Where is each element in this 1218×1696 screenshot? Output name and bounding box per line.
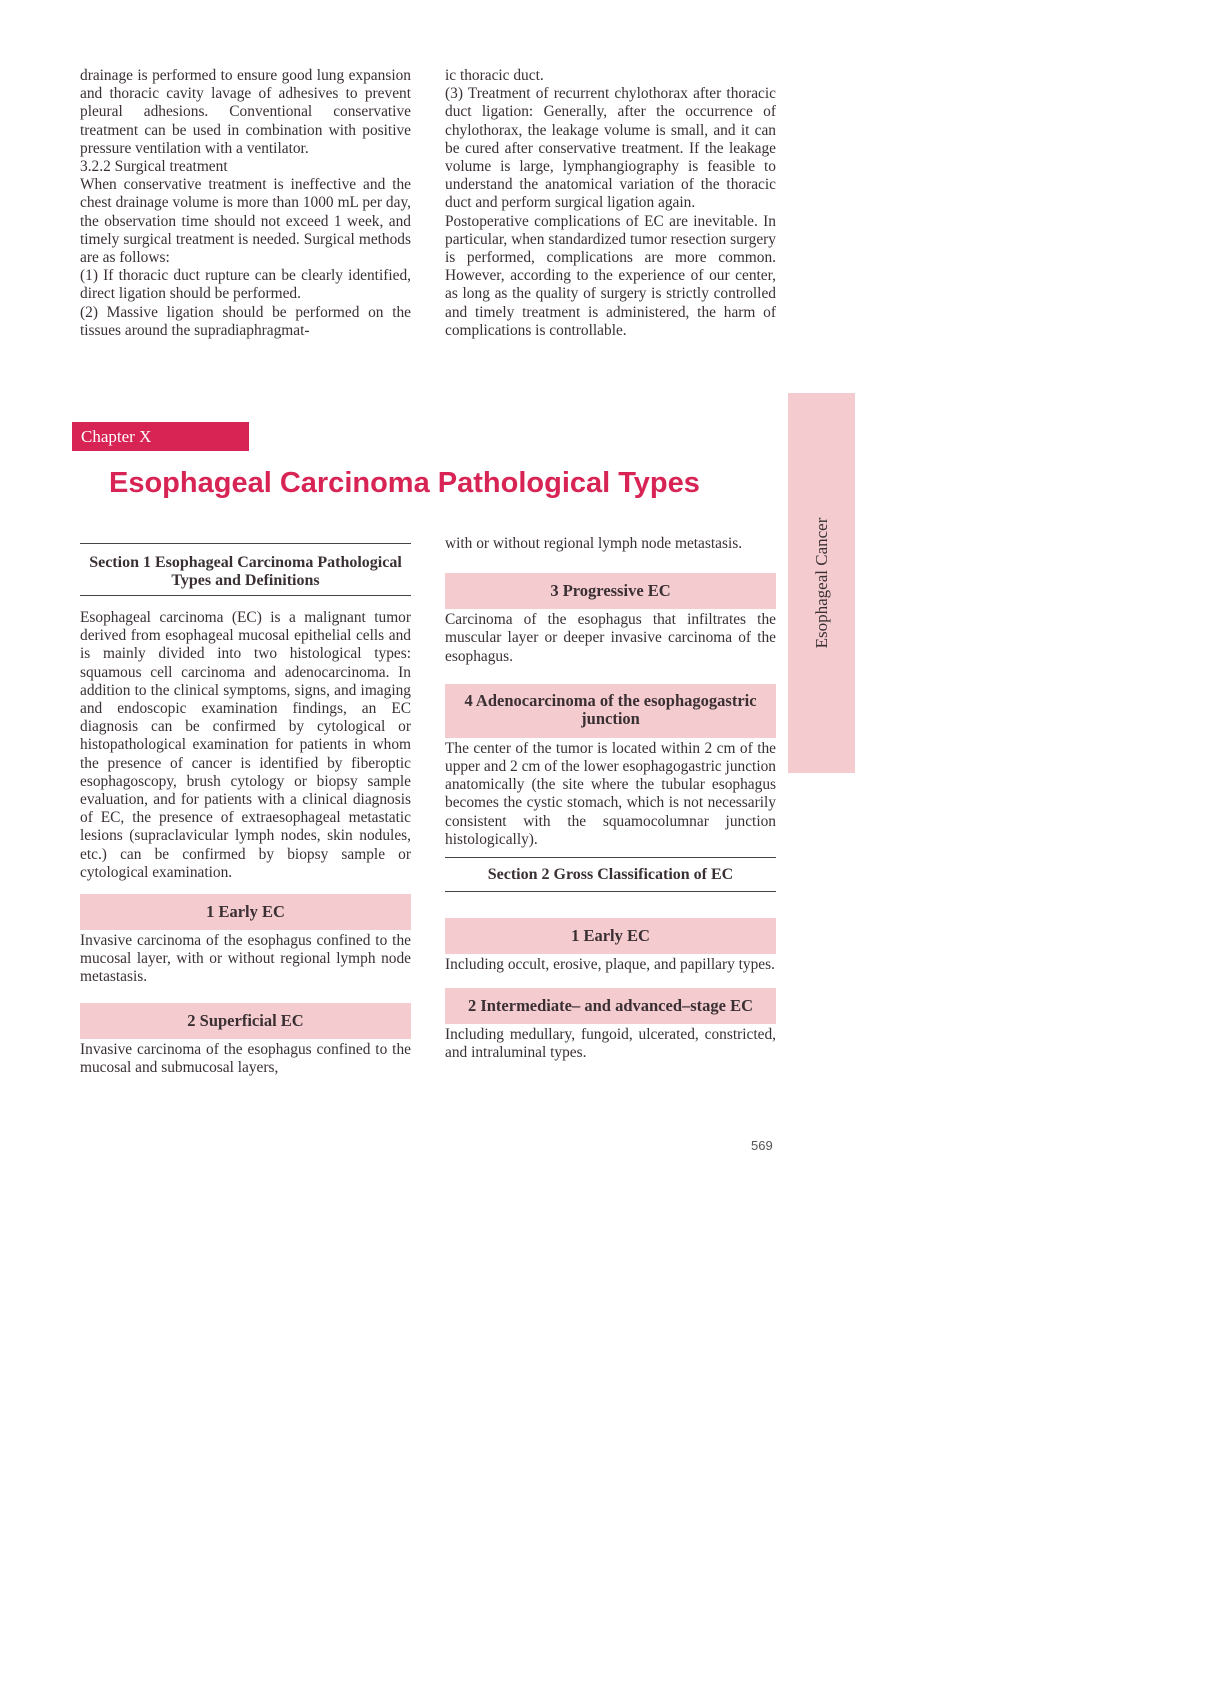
paragraph: When conservative treatment is ineffective and the chest drainage volume is more than 1000 mL per day, the observation time should not exceed 1 week, and timely surgical treatment is needed. Surgical methods are as follows:	[80, 176, 411, 267]
gross-early-ec-heading: 1 Early EC	[445, 918, 776, 954]
superficial-ec-heading: 2 Superficial EC	[80, 1003, 411, 1039]
side-tab	[788, 393, 855, 773]
early-ec-heading: 1 Early EC	[80, 894, 411, 930]
paragraph: (3) Treatment of recurrent chylothorax after thoracic duct ligation: Generally, after the occurrence of chylothorax, the leakage volume is small, and it can be cured after conservative treatment. If the leakage volume is large, lymphangiography is feasible to understand the anatomical variation of the thoracic duct and perform surgical ligation again.	[445, 85, 776, 212]
gross-advanced-ec-text: Including medullary, fungoid, ulcerated, constricted, and intraluminal types.	[445, 1026, 776, 1062]
paragraph: (1) If thoracic duct rupture can be clearly identified, direct ligation should be performed.	[80, 267, 411, 303]
progressive-ec-text: Carcinoma of the esophagus that infiltrates the muscular layer or deeper invasive carcinoma of the esophagus.	[445, 611, 776, 665]
section-1-heading: Section 1 Esophageal Carcinoma Pathological Types and Definitions	[80, 543, 411, 596]
paragraph: Postoperative complications of EC are inevitable. In particular, when standardized tumor resection surgery is performed, complications are more common. However, according to the experience of our center, as long as the quality of surgery is strictly controlled and timely treatment is administered, the harm of complications is controllable.	[445, 212, 776, 339]
paragraph: drainage is performed to ensure good lung expansion and thoracic cavity lavage of adhesives to prevent pleural adhesions. Conventional conservative treatment can be used in combination with positive pressure ventilation with a ventilator.	[80, 67, 411, 157]
top-left-column	[80, 67, 411, 340]
lower-right-column	[445, 535, 776, 1063]
progressive-ec-heading: 3 Progressive EC	[445, 573, 776, 609]
chapter-title: Esophageal Carcinoma Pathological Types	[109, 467, 700, 499]
superficial-ec-text: Invasive carcinoma of the esophagus confined to the mucosal and submucosal layers,	[80, 1040, 411, 1076]
subsection-heading: 3.2.2 Surgical treatment	[80, 158, 228, 176]
page-number: 569	[751, 1138, 773, 1153]
paragraph: (2) Massive ligation should be performed on the tissues around the supradiaphragmat-	[80, 303, 411, 339]
gross-advanced-ec-heading: 2 Intermediate– and advanced–stage EC	[445, 988, 776, 1024]
early-ec-text: Invasive carcinoma of the esophagus confined to the mucosal layer, with or without regional lymph node metastasis.	[80, 932, 411, 986]
superficial-ec-text-continued: with or without regional lymph node metastasis.	[445, 535, 743, 552]
adenocarcinoma-text: The center of the tumor is located within 2 cm of the upper and 2 cm of the lower esophagogastric junction anatomically (the site where the tubular esophagus becomes the cystic stomach, which is not necessarily consistent with the squamocolumnar junction histologically).	[445, 739, 776, 848]
paragraph: ic thoracic duct.	[445, 67, 544, 84]
adenocarcinoma-heading: 4 Adenocarcinoma of the esophagogastric junction	[445, 684, 776, 738]
section-2-heading: Section 2 Gross Classification of EC	[445, 857, 776, 892]
section-1-intro: Esophageal carcinoma (EC) is a malignant tumor derived from esophageal mucosal epithelial cells and is mainly divided into two histological types: squamous cell carcinoma and adenocarcinoma. In addition to the clinical symptoms, signs, and imaging and endoscopic examination findings, an EC diagnosis can be confirmed by cytological or histopathological examination for patients in whom the presence of cancer is identified by fiberoptic esophagoscopy, brush cytology or biopsy sample evaluation, and for patients with a clinical diagnosis of EC, the presence of extraesophageal metastatic lesions (supraclavicular lymph nodes, skin nodules, etc.) can be confirmed by biopsy sample or cytological examination.	[80, 609, 411, 881]
gross-early-ec-text: Including occult, erosive, plaque, and papillary types.	[445, 956, 775, 974]
top-right-column	[445, 67, 776, 340]
lower-left-column	[80, 543, 411, 1077]
chapter-label: Chapter X	[72, 422, 249, 451]
side-tab-label: Esophageal Cancer	[811, 517, 831, 649]
